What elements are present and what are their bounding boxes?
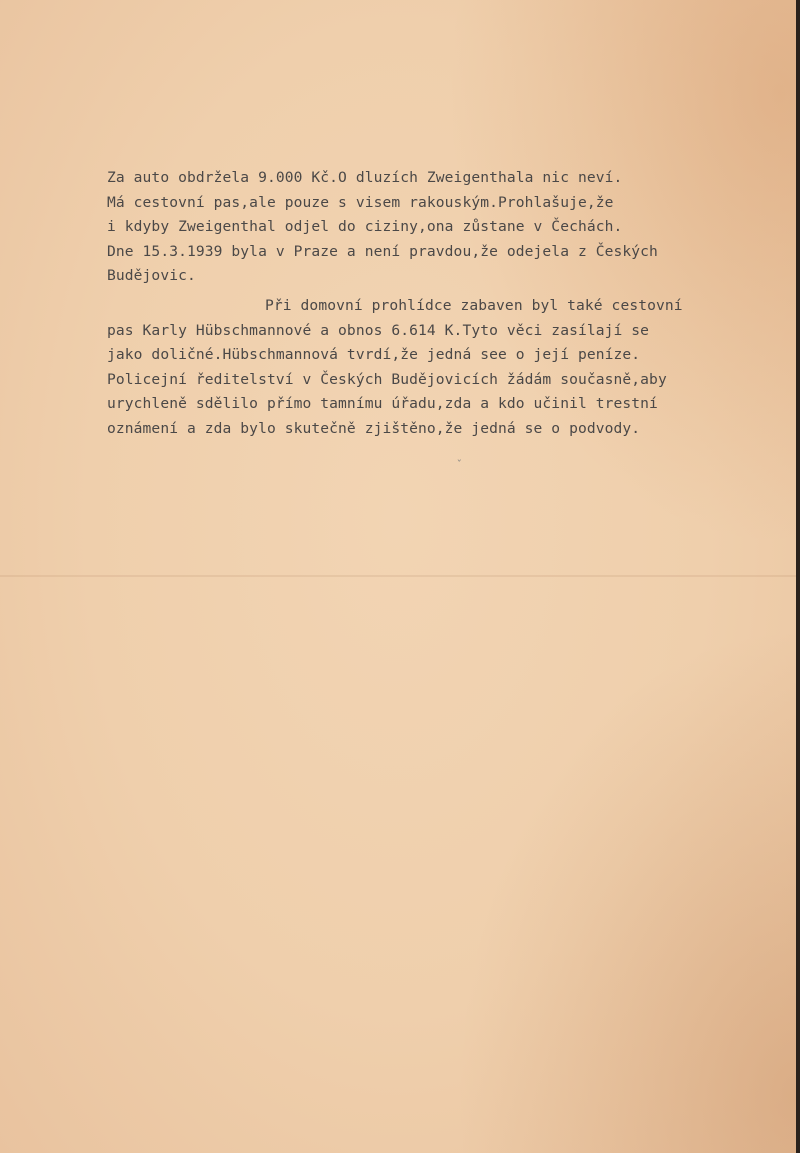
- typewritten-text: [107, 166, 757, 442]
- text-line: Dne 15.3.1939 byla v Praze a není pravdou,že odejela z Českých: [107, 242, 658, 260]
- text-line: jako doličné.Hübschmannová tvrdí,že jedná see o její peníze.: [107, 346, 641, 364]
- paragraph-1: [107, 166, 757, 289]
- text-line: i kdyby Zweigenthal odjel do ciziny,ona zůstane v Čechách.: [107, 218, 623, 236]
- paper-fold: [0, 575, 796, 577]
- ink-speck-icon: ˇ: [456, 458, 463, 471]
- paragraph-2: [107, 294, 757, 442]
- text-line: Budějovic.: [107, 267, 196, 285]
- text-line: Policejní ředitelství v Českých Budějovicích žádám současně,aby: [107, 370, 667, 388]
- text-line: oznámení a zda bylo skutečně zjištěno,že jedná se o podvody.: [107, 419, 641, 437]
- text-line: Při domovní prohlídce zabaven byl také cestovní: [265, 296, 683, 314]
- text-line: pas Karly Hübschmannové a obnos 6.614 K.Tyto věci zasílají se: [107, 321, 650, 339]
- text-line: urychleně sdělilo přímo tamnímu úřadu,zda a kdo učinil trestní: [107, 395, 658, 413]
- scan-edge: [796, 0, 800, 1153]
- text-line: Má cestovní pas,ale pouze s visem rakouským.Prohlašuje,že: [107, 193, 614, 211]
- text-line: Za auto obdržela 9.000 Kč.O dluzích Zweigenthala nic neví.: [107, 169, 623, 186]
